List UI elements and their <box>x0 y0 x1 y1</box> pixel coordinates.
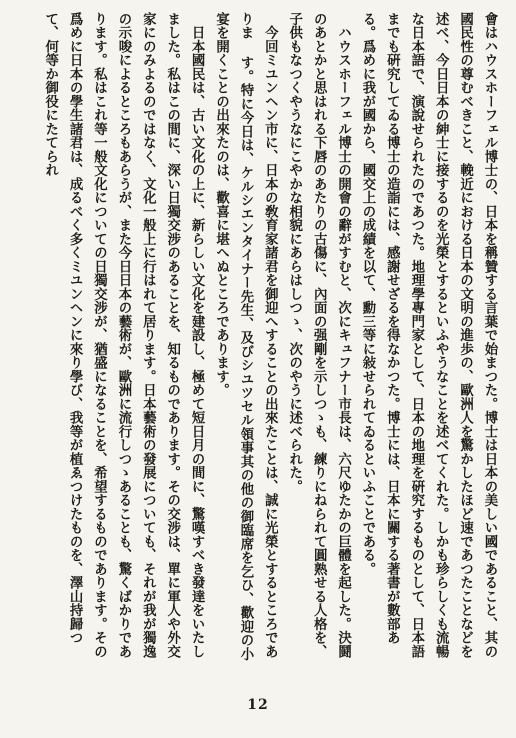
vertical-text-body <box>14 12 502 667</box>
page-number: 12 <box>247 697 269 713</box>
paragraph-2: ハウスホーフェル博士の開會の辭がすむと、次にキュフナー市長は、六尺ゆたかの巨體を起した。決鬪のあとかと思はれる下唇のあたりの古傷に、內面の强剛を示しつゝも、練りにねられて圓熟せる人格を、子供もなつくやうなにこやかな相貌にあらはしつゝ、次のやうに述べられた。 <box>286 12 352 659</box>
paragraph-3: 今回ミユンヘン市に、日本の敎育家諸君を御迎へすることの出來たことは、誠に光榮とするところでありま す。特に今日は、ケルシエンタイナー先生、及びシユツセル領事其の他の御臨席を乞ひ、歡迎の小宴を開くことの出來たのは、歡喜に堪へぬところであります。 <box>213 12 279 661</box>
paragraph-4: 日本國民は、古い文化の上に、新らしい文化を建設し、極めて短日月の間に、驚嘆すべき發達をいたしました。私はこの間に、深い日獨交涉のあることを、知るものであります。その交涉は、單に軍人や外交家にのみよるのではなく、文化一般上に行はれて居ります。日本藝術の發展についても、それが我が獨逸の示唆によるところもあらうが、また今日日本の藝術が、歐洲に流行しつゝあることも、驚くばかりであります。私はこれ等一般文化についての日獨交涉が、猶盛になることを、希望するものであります。その爲めに日本の學生諸君は、成るべく多くミユンヘンに來り學び、我等が植ゑつけたものを、澤山持歸つて、何等か御役にたてられ <box>42 12 206 659</box>
paragraph-1: 會はハウスホーフェル博士の、日本を稱贊する言葉で始まつた。博士は日本の美しい國であること、其の國民性の尊むべきこと、輓近における日本の文明の進歩の、歐洲人を驚かしたほど速であつたことなどを述べ、今日日本の紳士に接するのを光榮とするといふやうなことを述べてくれた。しかも珍らしくも流暢な日本語で、演說せられたのであつた。地理學專門家として、日本の地理を硏究するものとして、日本語までも硏究してゐる博士の造詣には、感謝せざるを得なかつた。博士には、日本に關する著書が數部ある。爲めに我が國から、國交上の成績を以て、勳三等に敍せられてゐるといふことである。 <box>359 12 498 659</box>
